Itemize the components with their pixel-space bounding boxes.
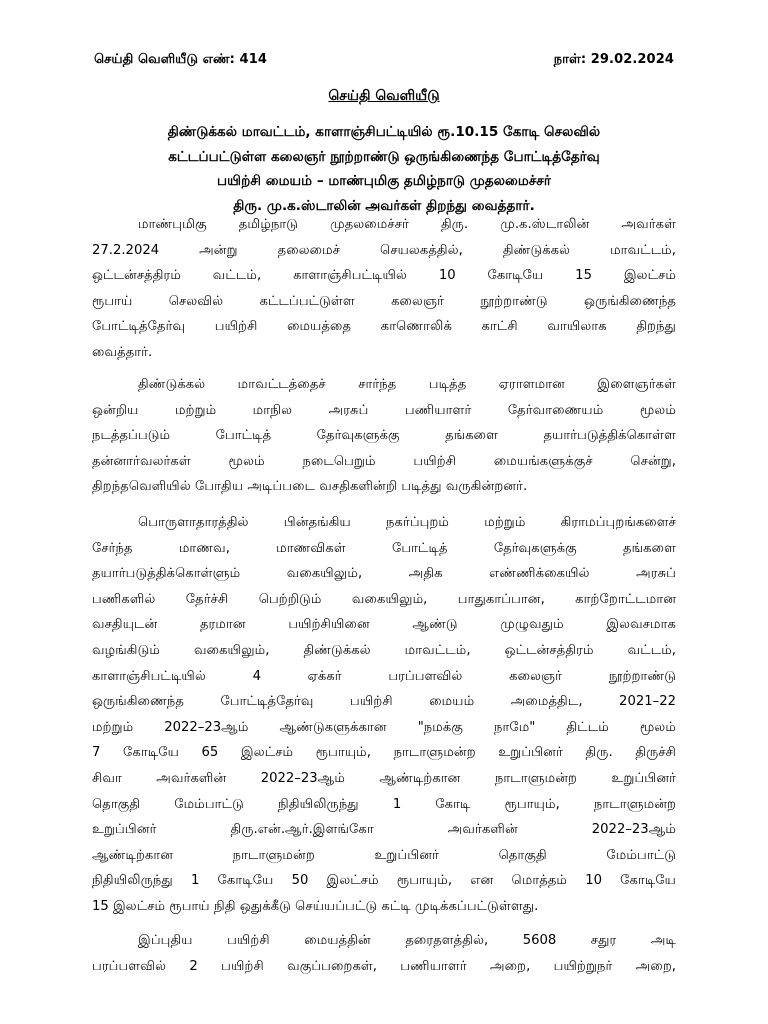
text-line: ஒட்டன்சத்திரம் வட்டம், காளாஞ்சிபட்டியில் 10 கோடியே 15 இலட்சம் <box>92 268 676 284</box>
text-line: பரப்பளவில் 2 பயிற்சி வகுப்பறைகள், பணியாளர் அறை, பயிற்றுநர் அறை, <box>92 958 676 974</box>
text-line: 7 கோடியே 65 இலட்சம் ரூபாயும், நாடாளுமன்ற உறுப்பினர் திரு. திருச்சி <box>92 745 676 761</box>
paragraph-1 <box>92 212 676 366</box>
headline-line: பயிற்சி மையம் – மாண்புமிகு தமிழ்நாடு முதலமைச்சர் <box>217 173 551 189</box>
headline-line: திண்டுக்கல் மாவட்டம், காளாஞ்சிபட்டியில் ரூ.10.15 கோடி செலவில் <box>167 124 601 140</box>
text-line: வழங்கிடும் வகையிலும், திண்டுக்கல் மாவட்டம், ஒட்டன்சத்திரம் வட்டம், <box>92 642 676 658</box>
text-line: 27.2.2024 அன்று தலைமைச் செயலகத்தில், திண்டுக்கல் மாவட்டம், <box>92 242 676 258</box>
text-line: மற்றும் 2022–23ஆம் ஆண்டுகளுக்கான "நமக்கு நாமே" திட்டம் மூலம் <box>92 719 676 735</box>
text-line: திறந்தவெளியில் போதிய அடிப்படை வசதிகளின்றி படித்து வருகின்றனர். <box>92 479 528 495</box>
text-line: ஒருங்கிணைந்த போட்டித்தேர்வு பயிற்சி மையம் அமைத்திட, 2021–22 <box>92 694 676 710</box>
text-line: சேர்ந்த மாணவ, மாணவிகள் போட்டித் தேர்வுகளுக்கு தங்களை <box>92 540 676 556</box>
headline-line: கட்டப்பட்டுள்ள கலைஞர் நூற்றாண்டு ஒருங்கிணைந்த போட்டித்தேர்வு <box>168 148 600 165</box>
text-line: பொருளாதாரத்தில் பின்தங்கிய நகர்ப்புறம் மற்றும் கிராமப்புறங்களைச் <box>138 515 676 530</box>
paragraph-2 <box>92 372 676 500</box>
text-line: தன்னார்வலர்கள் மூலம் நடைபெறும் பயிற்சி மையங்களுக்குச் சென்று, <box>92 453 676 469</box>
text-line: சிவா அவர்களின் 2022–23ஆம் ஆண்டிற்கான நாடாளுமன்ற உறுப்பினர் <box>92 770 676 786</box>
text-line: திண்டுக்கல் மாவட்டத்தைச் சார்ந்த படித்த ஏராளமான இளைஞர்கள் <box>138 377 676 392</box>
text-line: ஆண்டிற்கான நாடாளுமன்ற உறுப்பினர் தொகுதி மேம்பாட்டு <box>92 847 676 863</box>
text-line: நடத்தப்படும் போட்டித் தேர்வுகளுக்கு தங்களை தயார்படுத்திக்கொள்ள <box>92 428 676 444</box>
text-line: ரூபாய் செலவில் கட்டப்பட்டுள்ள கலைஞர் நூற்றாண்டு ஒருங்கிணைந்த <box>92 293 676 309</box>
text-line: ஒன்றிய மற்றும் மாநில அரசுப் பணியாளர் தேர்வாணையம் மூலம் <box>92 402 676 418</box>
text-line: போட்டித்தேர்வு பயிற்சி மையத்தை காணொலிக் காட்சி வாயிலாக திறந்து <box>92 319 676 335</box>
text-line: வைத்தார். <box>92 344 153 360</box>
text-line: பணிகளில் தேர்ச்சி பெற்றிடும் வகையிலும், பாதுகாப்பான, காற்றோட்டமான <box>92 591 676 607</box>
text-line: தொகுதி மேம்பாட்டு நிதியிலிருந்து 1 கோடி ரூபாயும், நாடாளுமன்ற <box>92 796 676 812</box>
text-line: மாண்புமிகு தமிழ்நாடு முதலமைச்சர் திரு. மு.க.ஸ்டாலின் அவர்கள் <box>138 217 676 232</box>
release-number: செய்தி வெளியீடு எண்: 414 <box>94 52 267 67</box>
text-line: தயார்படுத்திக்கொள்ளும் வகையிலும், அதிக எண்ணிக்கையில் அரசுப் <box>92 566 676 582</box>
text-line: 15 இலட்சம் ரூபாய் நிதி ஒதுக்கீடு செய்யப்பட்டு கட்டி முடிக்கப்பட்டுள்ளது. <box>92 898 539 914</box>
text-line: இப்புதிய பயிற்சி மையத்தின் தரைதளத்தில், 5608 சதுர அடி <box>138 933 676 948</box>
text-line: வசதியுடன் தரமான பயிற்சியினை ஆண்டு முழுவதும் இலவசமாக <box>92 617 676 633</box>
page-title: செய்தி வெளியீடு <box>328 88 440 104</box>
text-line: உறுப்பினர் திரு.என்.ஆர்.இளங்கோ அவர்களின் 2022–23ஆம் <box>92 822 676 838</box>
headline <box>70 120 698 218</box>
paragraph-3 <box>92 510 676 920</box>
headline-line: திரு. மு.க.ஸ்டாலின் அவர்கள் திறந்து வைத்தார். <box>233 197 535 214</box>
release-date: நாள்: 29.02.2024 <box>553 52 674 67</box>
text-line: நிதியிலிருந்து 1 கோடியே 50 இலட்சம் ரூபாயும், என மொத்தம் 10 கோடியே <box>92 873 676 889</box>
paragraph-4 <box>92 928 676 979</box>
release-header <box>94 52 674 68</box>
text-line: காளாஞ்சிபட்டியில் 4 ஏக்கர் பரப்பளவில் கலைஞர் நூற்றாண்டு <box>92 668 676 684</box>
